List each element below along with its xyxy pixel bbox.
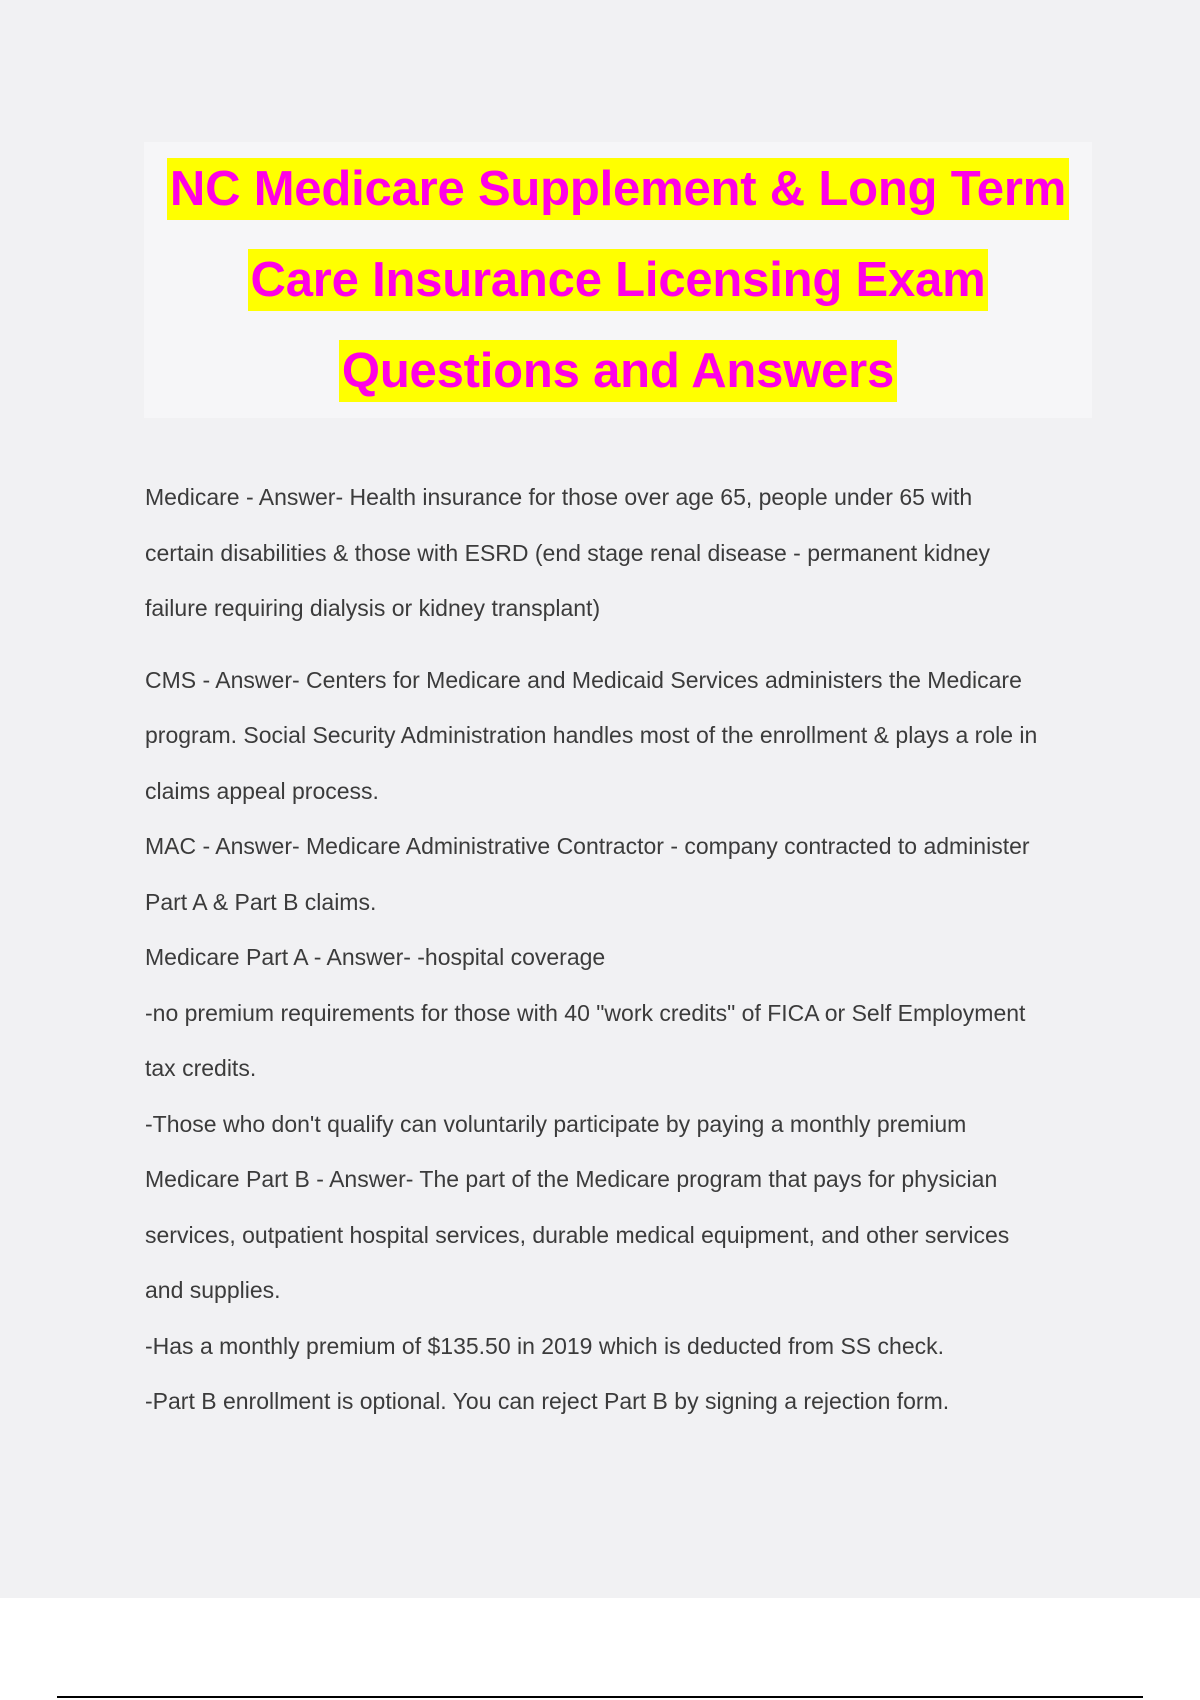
title-line-1 (167, 144, 1069, 235)
body-line: Medicare - Answer- Health insurance for those over age 65, people under 65 with (145, 484, 973, 510)
body-line: claims appeal process. (145, 777, 379, 804)
body-line: -no premium requirements for those with 40 "work credits" of FICA or Self Employment (145, 999, 1026, 1026)
title-text-2: Care Insurance Licensing Exam (248, 249, 989, 311)
body-line: Part A & Part B claims. (145, 888, 377, 915)
title-line-3 (339, 326, 897, 417)
body-line: services, outpatient hospital services, durable medical equipment, and other services (145, 1221, 1010, 1248)
body-line: failure requiring dialysis or kidney transplant) (145, 595, 601, 621)
title-text-1: NC Medicare Supplement & Long Term (167, 158, 1069, 220)
body-line: -Has a monthly premium of $135.50 in 2019 which is deducted from SS check. (145, 1332, 945, 1359)
body-line: -Those who don't qualify can voluntarily participate by paying a monthly premium (145, 1110, 967, 1137)
body-line: -Part B enrollment is optional. You can reject Part B by signing a rejection form. (145, 1388, 950, 1414)
body-line: certain disabilities & those with ESRD (end stage renal disease - permanent kidney (145, 539, 991, 566)
title-block (144, 142, 1092, 418)
document-body (145, 470, 1095, 1430)
title-text-3: Questions and Answers (339, 340, 897, 402)
title-line-2 (248, 235, 989, 326)
body-line: tax credits. (145, 1055, 257, 1081)
body-line: Medicare Part B - Answer- The part of the Medicare program that pays for physician (145, 1166, 998, 1192)
body-line: MAC - Answer- Medicare Administrative Contractor - company contracted to administer (145, 833, 1030, 859)
footer-divider (57, 1696, 1143, 1698)
body-line: program. Social Security Administration handles most of the enrollment & plays a role in (145, 722, 1038, 748)
body-line: CMS - Answer- Centers for Medicare and Medicaid Services administers the Medicare (145, 666, 1022, 693)
body-line: and supplies. (145, 1277, 281, 1303)
body-line: Medicare Part A - Answer- -hospital coverage (145, 944, 606, 970)
